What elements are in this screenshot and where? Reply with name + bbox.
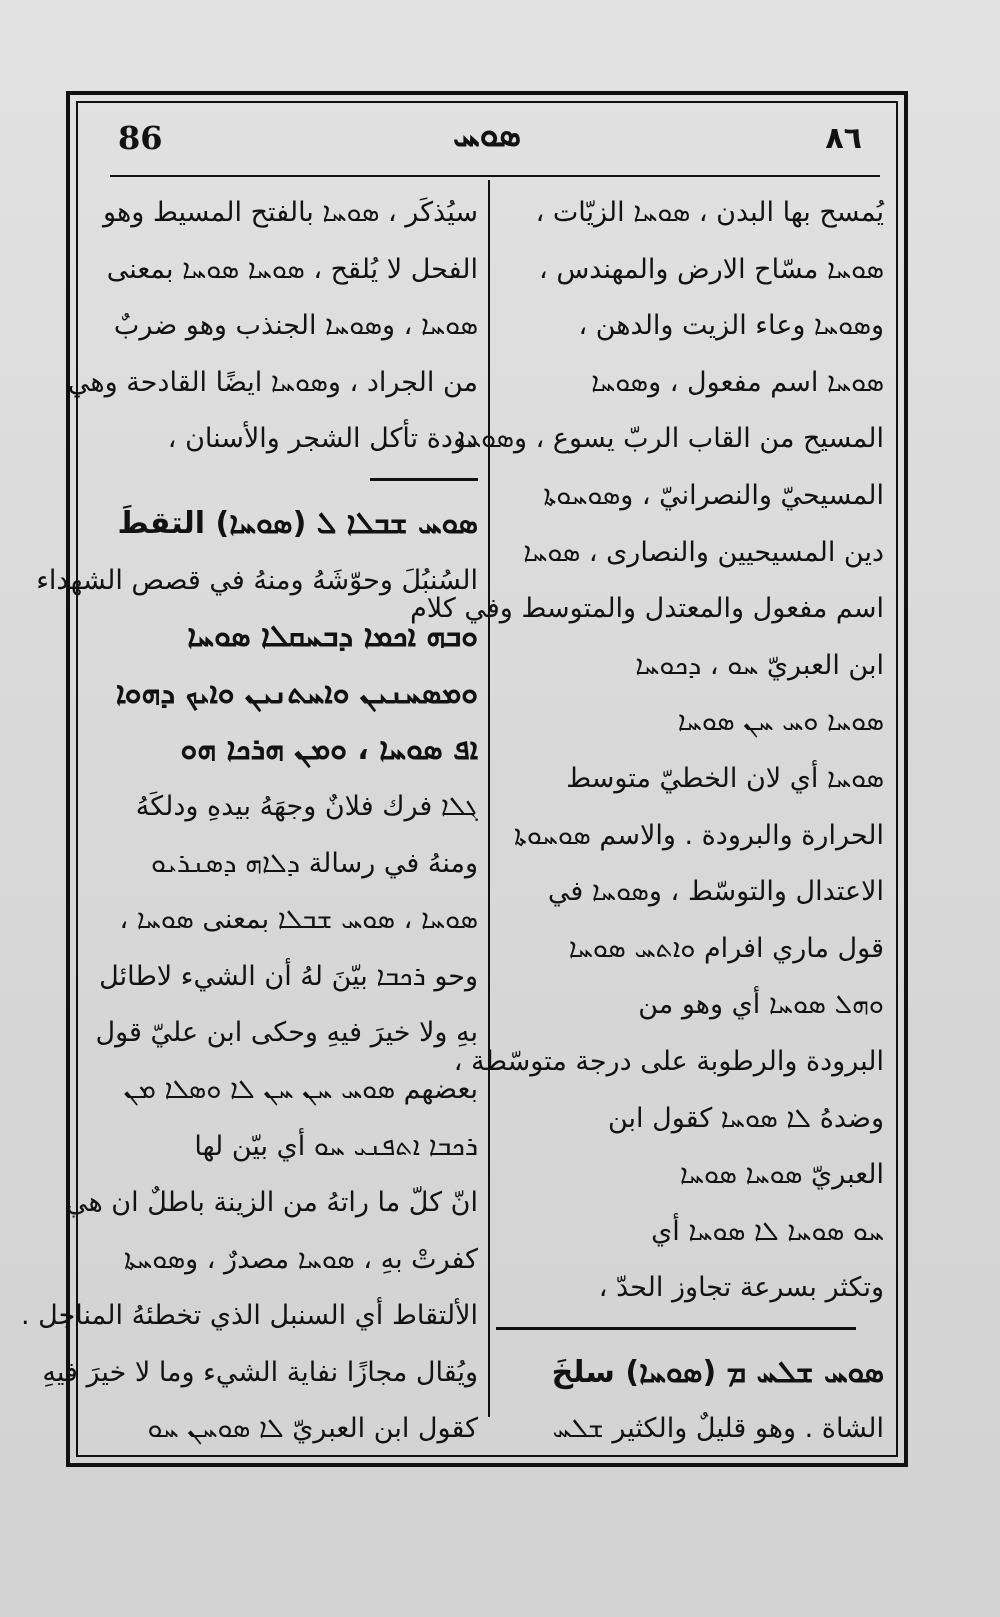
text-line: انّ كلّ ما راتهُ من الزينة باطلٌ ان هي [65, 1187, 478, 1219]
left-column [21, 185, 478, 1458]
text-line: الحرارة والبرودة . والاسم ܣܘܚܘܬܐ [513, 819, 884, 851]
running-headword: ܣܘܚ [452, 115, 522, 155]
header-rule [110, 175, 880, 177]
text-line: ܣܘܚܐ اسم مفعول ، وܣܘܚܐ [591, 366, 884, 398]
text-line: بهِ ولا خيرَ فيهِ وحكى ابن عليّ قول [95, 1017, 478, 1049]
syriac-quote-line: ܘܒܗ ܐܟܡܐ ܕܒܚܩܠܐ ܣܘܚܐ [187, 619, 478, 655]
text-line: وحو ܪܟܒܐ بيّنَ لهُ أن الشيء لاطائل [99, 960, 478, 992]
text-line: ܣܘܚܐ ، وܣܘܚܐ الجنذب وهو ضربٌ [113, 310, 478, 342]
text-line: ويُقال مجازًا نفاية الشيء وما لا خيرَ فيهِ [42, 1356, 478, 1388]
syriac-quote-line: ܘܡܣܚܢܝܢ ܘܐܚܬܢܝܢ ܘܐܝܟ ܕܗܘܐ [115, 675, 478, 711]
text-line: وتكثر بسرعة تجاوز الحدّ ، [598, 1272, 884, 1304]
text-line: ܣܘܚܐ مسّاح الارض والمهندس ، [539, 253, 884, 285]
text-line: اسم مفعول والمعتدل والمتوسط وفي كلام [410, 593, 884, 625]
text-line: وܣܘܚܐ وعاء الزيت والدهن ، [578, 310, 884, 342]
text-line: ܪܟܒܐ ܐܬܦܢܝ ܚܘ أي بيّن لها [194, 1130, 478, 1162]
text-line: السُنبُلَ وحوّشَهُ ومنهُ في قصص الشهداء [36, 564, 478, 596]
text-line: كقول ابن العبريّ ܠܐ ܣܘܚܢ ܚܘ [147, 1413, 478, 1445]
text-line: قول ماري افرام ܘܐܬܚ ܣܘܚܐ [568, 932, 884, 964]
text-line: كفرتْ بهِ ، ܣܘܚܐ مصدرٌ ، وܣܘܚܬܐ [123, 1243, 478, 1275]
text-line: الشاة . وهو قليلٌ والكثير ܫܠܚ [552, 1413, 884, 1445]
text-line: الاعتدال والتوسّط ، وܣܘܚܐ في [547, 876, 884, 908]
text-line: الألتقاط أي السنبل الذي تخطئهُ المناجل . [21, 1300, 478, 1332]
page-header [76, 105, 898, 175]
entry-headword-line: ܣܘܚ ܫܠܚ ܡ (ܣܘܚܐ) سلخَ [551, 1354, 884, 1390]
left-column-entries-before-rule [67, 185, 478, 468]
text-line: دودة تأكل الشجر والأسنان ، [167, 423, 478, 455]
text-line: المسيحيّ والنصرانيّ ، وܣܘܚܘܬܐ [543, 479, 884, 511]
text-line: دين المسيحيين والنصارى ، ܣܘܚܐ [523, 536, 884, 568]
text-line: بعضهم ܣܘܚ ܚܢ ܚܢ ܠܐ ܘܣܠܐ ܡܢ [123, 1073, 478, 1105]
text-line: ܣܘܚܐ ܘܚ ܚܢ ܣܘܚܐ [677, 706, 884, 738]
text-line: ܣܘܚܐ ، ܣܘܚ ܫܒܠܐ بمعنى ܣܘܚܐ ، [119, 904, 478, 936]
text-line: ܣܘܚܐ أي لان الخطيّ متوسط [566, 762, 884, 794]
entry-separator-rule [90, 468, 478, 496]
entry-separator-rule [496, 1317, 884, 1345]
right-column-entries-before-rule [410, 185, 884, 1317]
left-column-entries-after-rule [21, 496, 478, 1458]
text-line: ابن العبريّ ܚܘ ، ܕܟܘܚܐ [635, 649, 884, 681]
text-line: ܓܠܐ فرك فلانٌ وجهَهُ بيدهِ ودلكَهُ [135, 790, 478, 822]
text-line: ܘܗܠ ܣܘܚܐ أي وهو من [638, 989, 884, 1021]
text-line: سيُذكَر ، ܣܘܚܐ بالفتح المسيط وهو [103, 197, 478, 228]
page-number-latin: 86 [118, 119, 163, 157]
column-divider [488, 180, 490, 1417]
text-line: يُمسح بها البدن ، ܣܘܚܐ الزيّات ، [535, 197, 884, 228]
right-column-entries-after-rule [496, 1345, 884, 1458]
text-line: ومنهُ في رسالة ܕܠܐܗ ܕܣܢܪܝܘ [151, 847, 478, 879]
text-line: وضدهُ ܠܐ ܣܘܚܐ كقول ابن [607, 1102, 884, 1134]
text-line: الفحل لا يُلقح ، ܣܘܚܐ ܣܘܚܐ بمعنى [106, 253, 478, 285]
text-line: العبريّ ܣܘܚܐ ܣܘܚܐ [679, 1159, 884, 1191]
syriac-quote-line: ܐܦ ܣܘܚܐ ، ܘܡܢ ܗܪܟܐ ܗܘ [180, 732, 478, 768]
text-line: المسيح من القاب الربّ يسوع ، وܣܘܚܐ [456, 423, 884, 455]
text-line: من الجراد ، وܣܘܚܐ ايضًا القادحة وهي [67, 366, 478, 398]
right-column [410, 185, 884, 1458]
text-line: ܚܘ ܣܘܚܐ ܠܐ ܣܘܚܐ أي [651, 1215, 884, 1247]
text-line: البرودة والرطوبة على درجة متوسّطة ، [453, 1045, 884, 1077]
entry-headword-line: ܣܘܚ ܫܒܠܐ ܠ (ܣܘܚܐ) التقطَ [117, 505, 478, 541]
page-number-arabic: ٨٦ [825, 121, 862, 156]
